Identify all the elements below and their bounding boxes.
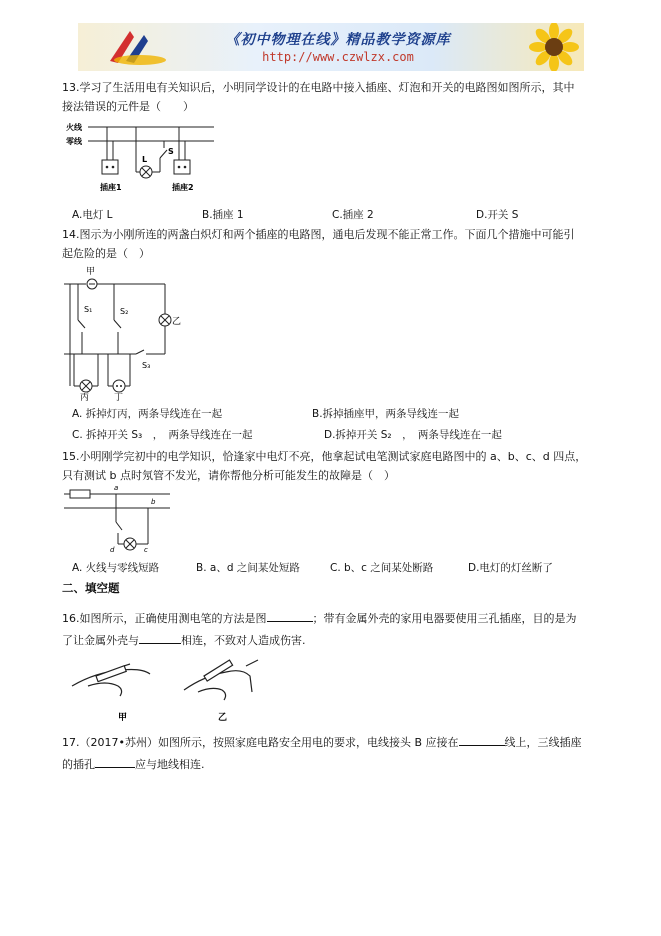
- pen-grip-yi-illustration: [184, 660, 258, 700]
- q15-line2: 只有测试 b 点时氖管不发光，请你帮他分析可能发生的故障是（ ）: [62, 469, 395, 482]
- q15-label-a: a: [114, 486, 119, 492]
- q17-text-1b: 线上，三线插座: [504, 736, 582, 749]
- q16-stem: [62, 608, 577, 652]
- q16-text-1a: 16.如图所示，正确使用测电笔的方法是图: [62, 612, 267, 625]
- q14-label-bing: 丙: [80, 393, 90, 402]
- q15-label-c: c: [144, 546, 148, 554]
- q16-label-jia: 甲: [118, 713, 128, 723]
- q14-label-jia: 甲: [86, 267, 96, 277]
- q14-label-ding: 丁: [114, 393, 124, 402]
- q13-option-a[interactable]: A.电灯 L: [72, 209, 113, 221]
- q13-option-d[interactable]: D.开关 S: [476, 209, 519, 221]
- pen-grip-jia-illustration: [72, 664, 150, 696]
- q17-text-2a: 的插孔: [62, 758, 95, 771]
- q14-circuit-diagram: [60, 266, 190, 402]
- q16-text-1b: ；带有金属外壳的家用电器要使用三孔插座，目的是为: [312, 612, 577, 625]
- q13-stem: [62, 78, 575, 116]
- q15-stem: [62, 447, 586, 485]
- q13-option-c[interactable]: C.插座 2: [332, 209, 374, 221]
- banner-title: 《初中物理在线》精品教学资源库: [225, 32, 451, 48]
- q16-label-yi: 乙: [218, 713, 228, 723]
- q13-live-label: 火线: [66, 123, 82, 132]
- q14-stem: [62, 225, 575, 263]
- q14-label-s1: S₁: [84, 305, 93, 314]
- q13-circuit-diagram: [64, 120, 224, 200]
- q13-socket1-label: 插座1: [100, 183, 122, 192]
- q17-stem: [62, 732, 582, 776]
- header-banner: [78, 23, 584, 71]
- q16-blank-2[interactable]: [139, 631, 181, 644]
- q16-text-2b: 相连，不致对人造成伤害.: [181, 634, 306, 647]
- q16-text-2a: 了让金属外壳与: [62, 634, 139, 647]
- q15-option-d[interactable]: D.电灯的灯丝断了: [468, 562, 553, 574]
- q17-text-1a: 17.（2017•苏州）如图所示，按照家庭电路安全用电的要求，电线接头 B 应接在: [62, 736, 459, 749]
- q17-blank-1[interactable]: [459, 733, 505, 746]
- q14-line1: 14.图示为小刚所连的两盏白炽灯和两个插座的电路图，通电后发现不能正常工作。下面几个措施中可能引: [62, 228, 575, 241]
- section-fill-blank-title: 二、填空题: [62, 581, 120, 595]
- q13-line2: 接法错误的元件是（ ）: [62, 100, 194, 113]
- banner-url[interactable]: http://www.czwlzx.com: [262, 50, 414, 64]
- q14-label-s2: S₂: [120, 307, 129, 316]
- q13-switch-label: S: [168, 147, 174, 156]
- q15-option-b[interactable]: B. a、d 之间某处短路: [196, 562, 300, 574]
- q14-option-b[interactable]: B.拆掉插座甲，两条导线连一起: [312, 408, 460, 420]
- q15-line1: 15.小明刚学完初中的电学知识，恰逢家中电灯不亮，他拿起试电笔测试家庭电路图中的 a、b、c、d 四点，: [62, 450, 587, 463]
- q16-blank-1[interactable]: [267, 609, 313, 622]
- q14-option-c[interactable]: C. 拆掉开关 S₃ ， 两条导线连在一起: [72, 429, 253, 441]
- q15-option-c[interactable]: C. b、c 之间某处断路: [330, 562, 434, 574]
- q15-circuit-diagram: [64, 486, 174, 556]
- q13-neutral-label: 零线: [66, 137, 82, 146]
- q14-option-d[interactable]: D.拆掉开关 S₂ ， 两条导线连在一起: [324, 429, 502, 441]
- q14-line2: 起危险的是（ ）: [62, 247, 150, 260]
- q14-label-s3: S₃: [142, 361, 151, 370]
- q15-label-b: b: [151, 498, 156, 506]
- q14-label-yi: 乙: [172, 317, 182, 327]
- q13-option-b[interactable]: B.插座 1: [202, 209, 244, 221]
- q15-label-d: d: [110, 546, 115, 554]
- sunflower-icon: [514, 23, 584, 71]
- q13-socket2-label: 插座2: [172, 183, 194, 192]
- q16-test-pen-figure: [66, 656, 276, 728]
- logo-icon: [100, 27, 170, 67]
- q13-lamp-label: L: [142, 155, 148, 164]
- q13-line1: 13.学习了生活用电有关知识后，小明同学设计的在电路中接入插座、灯泡和开关的电路图如图所示，其中: [62, 81, 575, 94]
- q14-option-a[interactable]: A. 拆掉灯丙，两条导线连在一起: [72, 408, 223, 420]
- q17-text-2b: 应与地线相连.: [135, 758, 205, 771]
- q17-blank-2[interactable]: [95, 755, 135, 768]
- q15-option-a[interactable]: A. 火线与零线短路: [72, 562, 160, 574]
